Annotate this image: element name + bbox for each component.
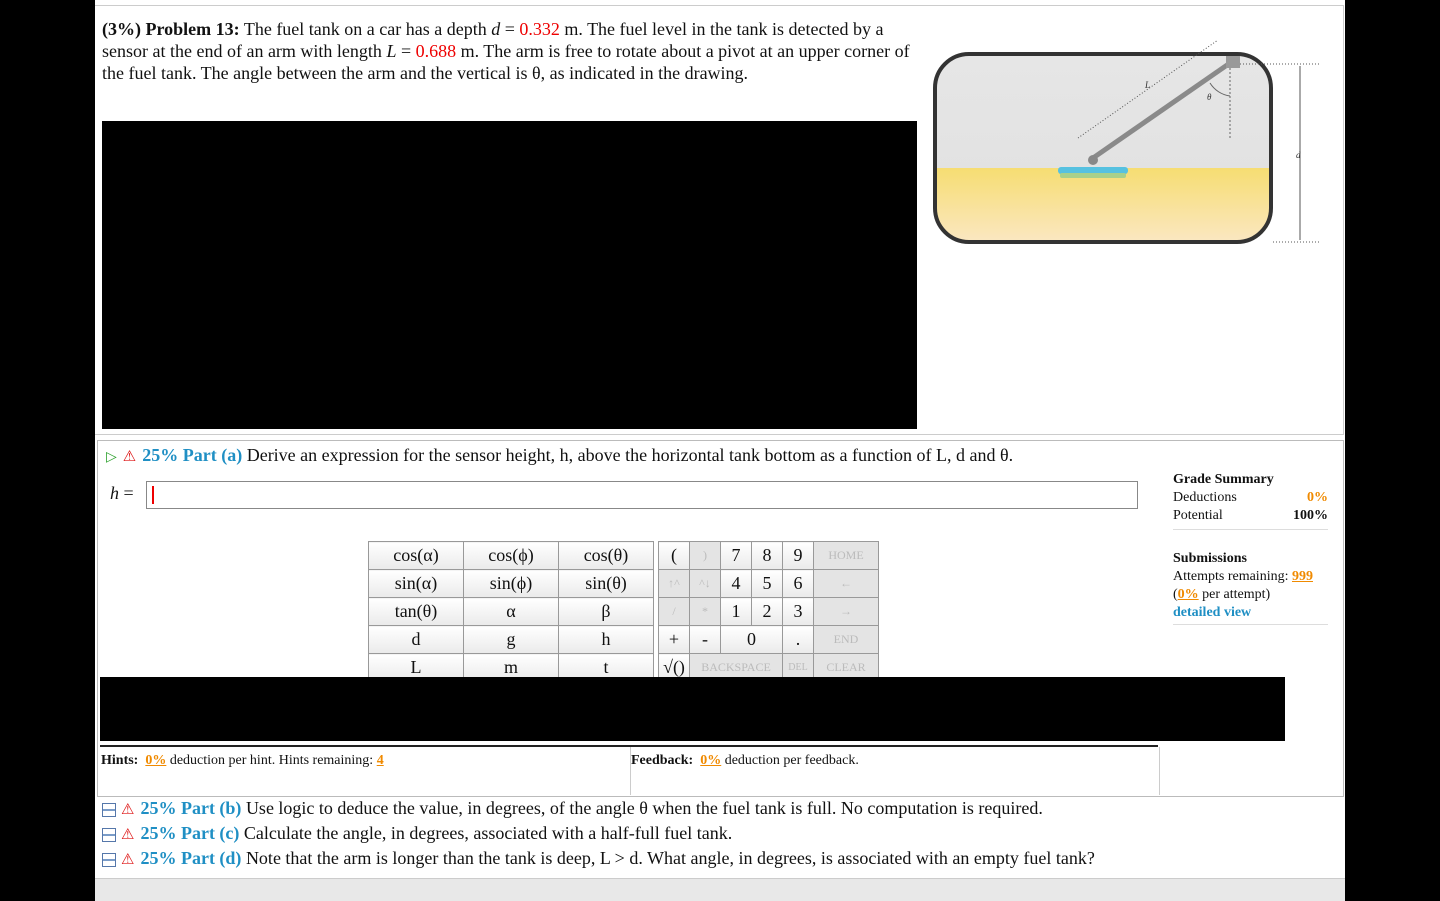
divider [1173, 529, 1328, 530]
key-5[interactable]: 5 [752, 570, 783, 598]
key-0[interactable]: 0 [721, 626, 783, 654]
problem-text-part: m. The arm is free to rotate about a pivot at an upper corner of the fuel tank. The angle between the arm and the vertical is θ, as indicated in the drawing. [102, 41, 910, 83]
L-symbol: L [386, 41, 397, 61]
warning-icon: ⚠ [122, 449, 137, 465]
collapsed-part-icon[interactable] [102, 803, 116, 817]
d-label: d [1296, 150, 1301, 160]
key-alpha[interactable]: α [464, 598, 559, 626]
part-d-question: Note that the arm is longer than the tank is deep, L > d. What angle, in degrees, is associated with an empty fuel tank? [245, 848, 1095, 868]
key-8[interactable]: 8 [752, 542, 783, 570]
expand-triangle-icon[interactable]: ▷ [106, 450, 117, 465]
key-superscript[interactable]: ↑^ [659, 570, 690, 598]
fuel-tank-figure [930, 28, 1325, 253]
key-1[interactable]: 1 [721, 598, 752, 626]
attempts-label: Attempts remaining: [1173, 569, 1292, 584]
key-4[interactable]: 4 [721, 570, 752, 598]
problem-statement-box [95, 5, 1344, 435]
key-right-arrow[interactable]: → [814, 598, 879, 626]
potential-row [1173, 507, 1328, 525]
part-b-question: Use logic to deduce the value, in degrees, of the angle θ when the fuel tank is full. No computation is required. [245, 798, 1043, 818]
attempts-value: 999 [1291, 569, 1313, 584]
submissions-title: Submissions [1173, 551, 1247, 566]
key-close-paren[interactable]: ) [690, 542, 721, 570]
per-attempt: (0% per attempt) [1173, 587, 1271, 602]
feedback-label: Feedback: [631, 753, 694, 768]
key-3[interactable]: 3 [783, 598, 814, 626]
key-d[interactable]: d [369, 626, 464, 654]
part-a-header[interactable] [106, 443, 1013, 470]
key-L[interactable]: L [369, 654, 464, 682]
key-beta[interactable]: β [559, 598, 654, 626]
problem-text-part: m. The fuel level in the tank is detected by a sensor at the end of an arm with length [102, 19, 884, 61]
key-backspace[interactable]: BACKSPACE [690, 654, 783, 682]
key-left-arrow[interactable]: ← [814, 570, 879, 598]
sensor-joint [1088, 155, 1098, 165]
deductions-value: 0% [1307, 490, 1328, 505]
feedback-info [631, 753, 859, 769]
part-a-panel [97, 440, 1344, 797]
redacted-region [100, 677, 1285, 741]
warning-icon: ⚠ [121, 852, 135, 868]
d-symbol: d [491, 19, 501, 39]
part-a-label: 25% Part (a) [142, 445, 243, 465]
key-home[interactable]: HOME [814, 542, 879, 570]
key-tan-theta[interactable]: tan(θ) [369, 598, 464, 626]
hint-feedback-bar [100, 745, 1158, 797]
per-attempt-value: 0% [1177, 587, 1199, 602]
problem-text [102, 18, 912, 84]
text-caret [152, 486, 154, 504]
symbol-keypad [368, 541, 879, 682]
hints-remaining[interactable]: 4 [376, 753, 384, 768]
theta-label: θ [1207, 92, 1212, 102]
feedback-text: deduction per feedback. [721, 753, 859, 768]
potential-label: Potential [1173, 508, 1223, 523]
key-sqrt[interactable]: √() [659, 654, 690, 682]
feedback-deduction[interactable]: 0% [700, 753, 722, 768]
grade-summary [1173, 471, 1328, 625]
detailed-view-link[interactable]: detailed view [1173, 604, 1328, 625]
float-sensor [1058, 167, 1128, 174]
key-decimal[interactable]: . [783, 626, 814, 654]
key-sin-alpha[interactable]: sin(α) [369, 570, 464, 598]
part-c-row[interactable] [102, 822, 1095, 847]
key-multiply[interactable]: * [690, 598, 721, 626]
key-2[interactable]: 2 [752, 598, 783, 626]
hints-label: Hints: [101, 753, 139, 768]
key-sin-theta[interactable]: sin(θ) [559, 570, 654, 598]
part-b-row[interactable] [102, 797, 1095, 822]
key-cos-alpha[interactable]: cos(α) [369, 542, 464, 570]
equals-sign: = [396, 41, 416, 61]
equals-sign: = [500, 19, 520, 39]
potential-value: 100% [1293, 508, 1328, 523]
key-cos-theta[interactable]: cos(θ) [559, 542, 654, 570]
hints-text: deduction per hint. Hints remaining: [166, 753, 377, 768]
warning-icon: ⚠ [121, 827, 135, 843]
key-9[interactable]: 9 [783, 542, 814, 570]
problem-page [95, 0, 1345, 900]
L-value: 0.688 [415, 41, 457, 61]
part-a-question: Derive an expression for the sensor height, h, above the horizontal tank bottom as a function of L, d and θ. [246, 445, 1014, 465]
key-clear[interactable]: CLEAR [814, 654, 879, 682]
fuel-level [935, 168, 1271, 248]
collapsed-part-icon[interactable] [102, 828, 116, 842]
key-subscript[interactable]: ^↓ [690, 570, 721, 598]
problem-number: (3%) Problem 13: [102, 19, 240, 39]
part-b-label: 25% Part (b) [140, 798, 242, 818]
key-6[interactable]: 6 [783, 570, 814, 598]
part-d-row[interactable] [102, 847, 1095, 872]
float-base [1060, 173, 1126, 178]
warning-icon: ⚠ [121, 802, 135, 818]
key-cos-phi[interactable]: cos(ϕ) [464, 542, 559, 570]
key-m[interactable]: m [464, 654, 559, 682]
bottom-strip [95, 878, 1345, 901]
key-open-paren[interactable]: ( [659, 542, 690, 570]
key-t[interactable]: t [559, 654, 654, 682]
attempts-remaining [1173, 568, 1328, 586]
key-7[interactable]: 7 [721, 542, 752, 570]
L-label: L [1145, 80, 1151, 90]
answer-label [110, 483, 134, 504]
per-attempt-label: per attempt) [1198, 587, 1271, 602]
key-h[interactable]: h [559, 626, 654, 654]
hints-info [101, 753, 384, 769]
key-plus[interactable]: + [659, 626, 690, 654]
grade-summary-title: Grade Summary [1173, 472, 1274, 487]
redacted-region [102, 121, 917, 429]
answer-eq: = [123, 483, 134, 503]
key-sin-phi[interactable]: sin(ϕ) [464, 570, 559, 598]
pivot [1226, 56, 1240, 68]
answer-input[interactable] [146, 481, 1138, 509]
key-end[interactable]: END [814, 626, 879, 654]
key-divide[interactable]: / [659, 598, 690, 626]
key-del[interactable]: DEL [783, 654, 814, 682]
other-parts-list [102, 797, 1095, 872]
part-c-question: Calculate the angle, in degrees, associated with a half-full fuel tank. [243, 823, 733, 843]
answer-var: h [110, 483, 119, 503]
part-c-label: 25% Part (c) [140, 823, 240, 843]
part-d-label: 25% Part (d) [140, 848, 242, 868]
collapsed-part-icon[interactable] [102, 853, 116, 867]
deductions-label: Deductions [1173, 490, 1237, 505]
key-g[interactable]: g [464, 626, 559, 654]
problem-text-part: The fuel tank on a car has a depth [243, 19, 492, 39]
deductions-row [1173, 489, 1328, 507]
hints-deduction[interactable]: 0% [145, 753, 167, 768]
d-value: 0.332 [519, 19, 560, 39]
key-minus[interactable]: - [690, 626, 721, 654]
